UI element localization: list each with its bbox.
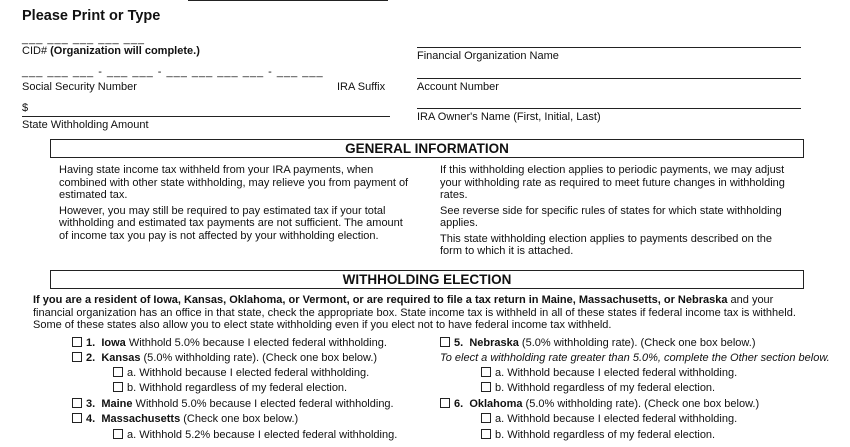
general-left-p2: However, you may still be required to pay estimated tax if your total withholding and estimated tax payments are not sufficient. The amount of income tax you pay is not affected by your withholding election. — [59, 204, 403, 242]
option-maine[interactable]: 3. Maine Withhold 5.0% because I elected federal withholding. — [72, 397, 394, 411]
general-right-column — [440, 164, 792, 258]
cid-label-row — [22, 45, 200, 57]
checkbox-maine[interactable] — [72, 398, 82, 408]
general-left-column — [59, 164, 414, 242]
general-right-p2: See reverse side for specific rules of states for which state withholding applies. — [440, 204, 782, 229]
ira-suffix-label: IRA Suffix — [337, 81, 386, 93]
general-info-header: GENERAL INFORMATION — [50, 139, 804, 158]
option-kansas-b[interactable]: b. Withhold regardless of my federal election. — [113, 381, 347, 395]
general-right-p1: If this withholding election applies to periodic payments, we may adjust your withholding rate as required to meet future changes in withholding rates. — [440, 164, 785, 201]
ira-owner-label: IRA Owner's Name (First, Initial, Last) — [417, 111, 601, 123]
option-nebraska-b[interactable]: b. Withhold regardless of my federal election. — [481, 381, 715, 395]
election-intro-rest: your financial organization has an office in that state, check the appropriate box. State income tax is withheld in all of these states if federal income tax is withheld. Some of these states also allow you to elect state withholding even if you elect not to have federal income tax withheld. — [33, 294, 796, 331]
checkbox-massachusetts[interactable] — [72, 413, 82, 423]
checkbox-kansas-b[interactable] — [113, 382, 123, 392]
option-massachusetts-a[interactable]: a. Withhold 5.2% because I elected federal withholding. — [113, 428, 397, 442]
financial-org-line[interactable] — [417, 47, 801, 48]
checkbox-kansas[interactable] — [72, 352, 82, 362]
option-kansas[interactable]: 2. Kansas (5.0% withholding rate). (Check one box below.) — [72, 351, 377, 365]
checkbox-oklahoma[interactable] — [440, 398, 450, 408]
election-intro-and: and — [727, 294, 749, 306]
cid-blank[interactable]: ___ ___ ___ ___ ___ — [22, 33, 145, 45]
checkbox-iowa[interactable] — [72, 337, 82, 347]
checkbox-oklahoma-b[interactable] — [481, 429, 491, 439]
option-massachusetts[interactable]: 4. Massachusetts (Check one box below.) — [72, 412, 298, 426]
cid-label: CID# — [22, 45, 48, 57]
election-intro — [33, 294, 813, 332]
withholding-election-header: WITHHOLDING ELECTION — [50, 270, 804, 289]
option-kansas-a[interactable]: a. Withhold because I elected federal withholding. — [113, 366, 369, 380]
checkbox-nebraska-b[interactable] — [481, 382, 491, 392]
cid-note: (Organization will complete.) — [50, 45, 200, 57]
account-number-line[interactable] — [417, 78, 801, 79]
election-intro-text — [33, 294, 813, 332]
page-title: Please Print or Type — [22, 8, 161, 24]
option-nebraska[interactable]: 5. Nebraska (5.0% withholding rate). (Check one box below.) — [440, 336, 755, 350]
option-oklahoma-a[interactable]: a. Withhold because I elected federal withholding. — [481, 412, 737, 426]
state-withholding-label: State Withholding Amount — [22, 119, 149, 131]
top-rule — [188, 0, 388, 1]
option-nebraska-a[interactable]: a. Withhold because I elected federal withholding. — [481, 366, 737, 380]
state-withholding-line[interactable] — [22, 116, 390, 117]
general-right-p3: This state withholding election applies to payments described on the form to which it is attached. — [440, 232, 773, 257]
dollar-sign: $ — [22, 102, 29, 114]
general-left-p1: Having state income tax withheld from your IRA payments, when combined with other state withholding, may relieve you from payment of estimated tax. — [59, 164, 409, 201]
checkbox-nebraska-a[interactable] — [481, 367, 491, 377]
ira-owner-line[interactable] — [417, 108, 801, 109]
checkbox-oklahoma-a[interactable] — [481, 413, 491, 423]
nebraska-note: To elect a withholding rate greater than 5.0%, complete the Other section below. — [440, 352, 830, 364]
financial-org-label: Financial Organization Name — [417, 50, 559, 62]
option-oklahoma-b[interactable]: b. Withhold regardless of my federal election. — [481, 428, 715, 442]
account-number-label: Account Number — [417, 81, 499, 93]
ssn-blank[interactable]: ___ ___ ___ - ___ ___ - ___ ___ ___ ___ - ___ ___ — [22, 66, 324, 78]
option-oklahoma[interactable]: 6. Oklahoma (5.0% withholding rate). (Check one box below.) — [440, 397, 759, 411]
ssn-label: Social Security Number — [22, 81, 137, 93]
checkbox-massachusetts-a[interactable] — [113, 429, 123, 439]
election-intro-bold: If you are a resident of Iowa, Kansas, Oklahoma, or Vermont, or are required to file a tax return in Maine, Massachusetts, or Nebraska — [33, 294, 728, 306]
checkbox-nebraska[interactable] — [440, 337, 450, 347]
option-iowa[interactable]: 1. Iowa Withhold 5.0% because I elected federal withholding. — [72, 336, 387, 350]
checkbox-kansas-a[interactable] — [113, 367, 123, 377]
